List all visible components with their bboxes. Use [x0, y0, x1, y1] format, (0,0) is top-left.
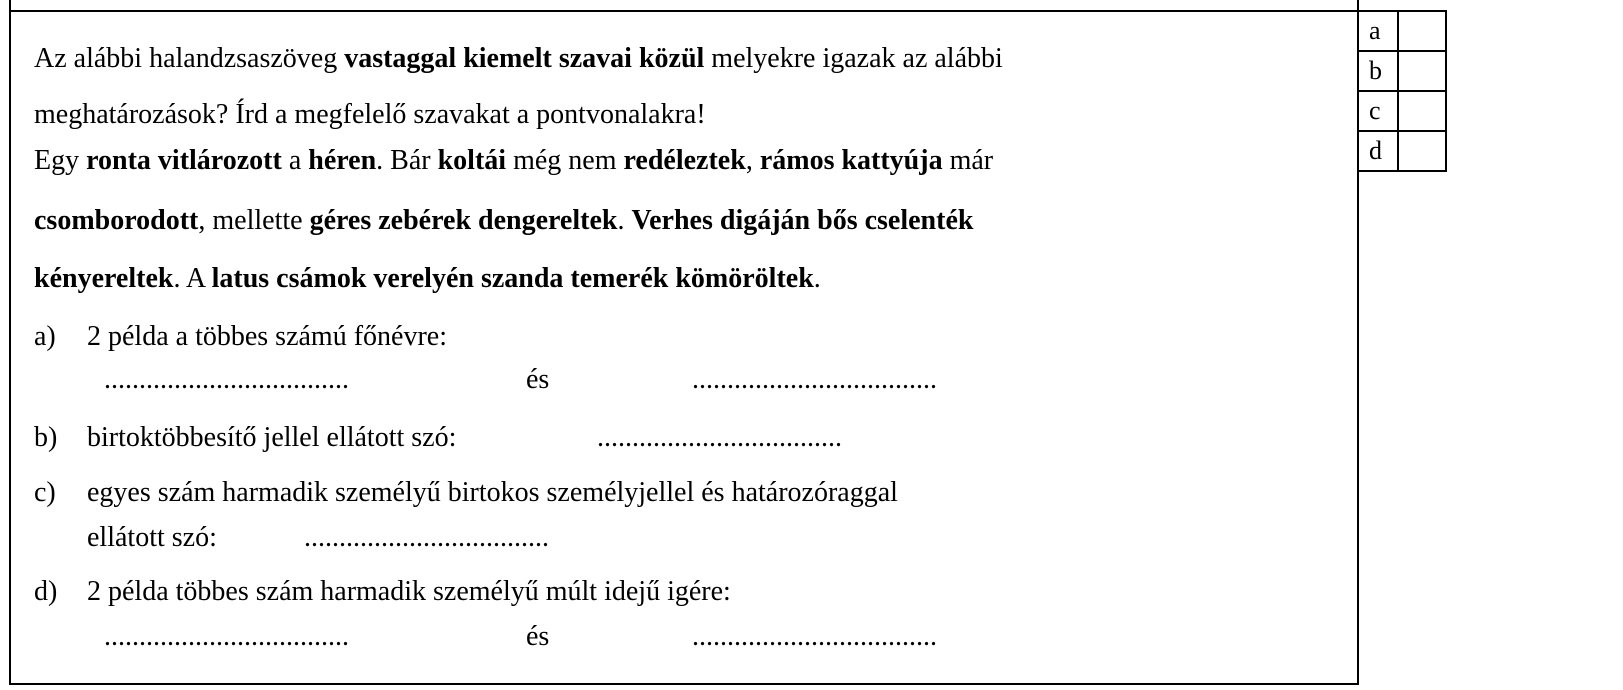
item-d-answer-2[interactable]: ...................................	[692, 621, 937, 652]
score-box[interactable]	[1398, 11, 1446, 51]
passage-text: Egy	[34, 145, 87, 176]
item-c-text: egyes szám harmadik személyű birtokos személyjellel és határozóraggal	[87, 477, 898, 508]
passage-bold: koltái	[437, 145, 507, 176]
passage-bold: kényereltek	[34, 263, 174, 294]
item-d-label: d)	[34, 576, 58, 607]
passage-text: . A	[173, 263, 212, 294]
passage-line-1	[34, 147, 993, 175]
item-a-answer-2[interactable]: ...................................	[692, 364, 937, 395]
score-row-d	[1358, 131, 1446, 171]
score-box[interactable]	[1398, 131, 1446, 171]
item-a-label: a)	[34, 321, 56, 352]
instruction-line-1	[34, 45, 1003, 73]
item-a-and: és	[526, 364, 550, 395]
score-label: b	[1358, 51, 1398, 91]
score-box[interactable]	[1398, 91, 1446, 131]
passage-text: . Bár	[376, 145, 438, 176]
item-b-text: birtoktöbbesítő jellel ellátott szó:	[87, 422, 457, 453]
score-box[interactable]	[1398, 51, 1446, 91]
passage-bold: héren	[308, 145, 377, 176]
passage-line-2	[34, 207, 973, 235]
passage-line-3	[34, 265, 821, 293]
item-b-answer[interactable]: ...................................	[597, 422, 842, 453]
score-table	[1357, 10, 1447, 172]
score-label: c	[1358, 91, 1398, 131]
instruction-text: melyekre igazak az alábbi	[704, 43, 1003, 74]
item-d-and: és	[526, 621, 550, 652]
item-c-text-2: ellátott szó:	[87, 522, 217, 553]
instruction-text: Az alábbi halandzsaszöveg	[34, 43, 345, 74]
passage-text: még nem	[506, 145, 624, 176]
passage-bold: latus csámok verelyén szanda temerék kömöröltek	[211, 263, 814, 294]
passage-bold: csomborodott	[34, 205, 199, 236]
passage-text: a	[281, 145, 309, 176]
passage-text: .	[813, 263, 821, 294]
item-a-text: 2 példa a többes számú főnévre:	[87, 321, 447, 352]
item-a-answer-1[interactable]: ...................................	[104, 364, 349, 395]
passage-text: , mellette	[198, 205, 310, 236]
item-c-answer[interactable]: ...................................	[304, 522, 549, 553]
passage-bold: rámos kattyúja	[759, 145, 943, 176]
instruction-emphasis: vastaggal kiemelt szavai közül	[344, 43, 705, 74]
passage-text: már	[942, 145, 994, 176]
passage-bold: Verhes digáján bős cselenték	[631, 205, 974, 236]
score-row-a	[1358, 11, 1446, 51]
item-b-label: b)	[34, 422, 58, 453]
instruction-line-2: meghatározások? Írd a megfelelő szavakat a pontvonalakra!	[34, 99, 706, 130]
item-d-text: 2 példa többes szám harmadik személyű múlt idejű igére:	[87, 576, 731, 607]
passage-text: .	[617, 205, 632, 236]
score-label: a	[1358, 11, 1398, 51]
passage-text: ,	[745, 145, 760, 176]
passage-bold: redéleztek	[623, 145, 746, 176]
passage-bold: géres zebérek dengereltek	[309, 205, 618, 236]
item-d-answer-1[interactable]: ...................................	[104, 621, 349, 652]
item-c-label: c)	[34, 477, 56, 508]
score-row-c	[1358, 91, 1446, 131]
score-label: d	[1358, 131, 1398, 171]
score-row-b	[1358, 51, 1446, 91]
passage-bold: ronta vitlározott	[86, 145, 282, 176]
